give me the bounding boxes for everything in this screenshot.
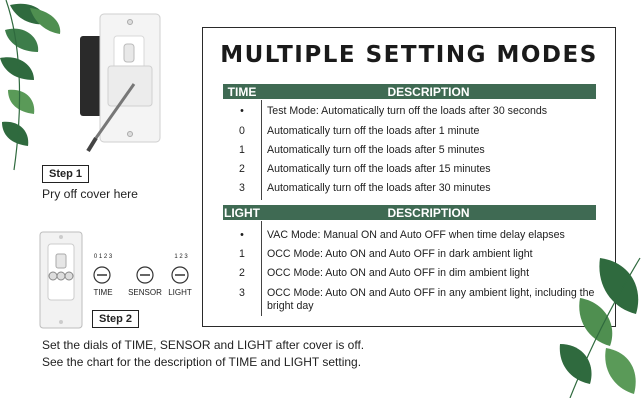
panel-title: MULTIPLE SETTING MODES [220, 42, 598, 68]
footer-line-2: See the chart for the description of TIME and LIGHT setting. [42, 355, 362, 369]
row-desc: Automatically turn off the loads after 5 minutes [267, 144, 485, 156]
light-dial-icon [167, 262, 193, 286]
light-desc-col-header: DESCRIPTION [387, 206, 470, 220]
leaf-decoration-bottom-right [540, 248, 644, 398]
time-table-rows [223, 100, 596, 200]
row-desc: VAC Mode: Manual ON and Auto OFF when time delay elapses [267, 229, 565, 241]
time-col-header: TIME [227, 85, 257, 99]
light-col-header: LIGHT [224, 206, 260, 220]
row-key: 1 [239, 248, 245, 260]
time-dial-icon [89, 262, 115, 286]
switch-dials-illustration [38, 230, 84, 330]
time-desc-col-header: DESCRIPTION [387, 85, 470, 99]
row-desc: Automatically turn off the loads after 30 minutes [267, 182, 491, 194]
footer-line-1: Set the dials of TIME, SENSOR and LIGHT after cover is off. [42, 338, 365, 352]
row-desc: Test Mode: Automatically turn off the loads after 30 seconds [267, 105, 548, 117]
time-dial-ticks: 0 1 2 3 [93, 254, 113, 260]
row-key: 0 [239, 125, 245, 137]
row-desc: OCC Mode: Auto ON and Auto OFF in dark ambient light [267, 248, 533, 260]
row-desc: OCC Mode: Auto ON and Auto OFF in any ambient light, including the bright day [267, 287, 595, 312]
sensor-dial-icon [132, 262, 158, 286]
row-desc: Automatically turn off the loads after 1 minute [267, 125, 480, 137]
step2-badge: Step 2 [92, 310, 139, 328]
row-desc: OCC Mode: Auto ON and Auto OFF in dim ambient light [267, 267, 530, 279]
row-key: 2 [239, 163, 245, 175]
time-table-divider [261, 100, 262, 200]
switch-cover-illustration [78, 6, 188, 156]
row-key: 3 [239, 182, 245, 194]
row-key: • [240, 105, 244, 117]
sensor-dial-label: SENSOR [128, 288, 162, 297]
light-dial-label: LIGHT [168, 288, 192, 297]
light-dial-ticks: 1 2 3 [174, 254, 188, 260]
time-table-header [223, 84, 596, 99]
step1-badge: Step 1 [42, 165, 89, 183]
row-key: • [240, 229, 244, 241]
row-key: 1 [239, 144, 245, 156]
light-table-header [223, 205, 596, 220]
light-table-divider [261, 221, 262, 316]
row-desc: Automatically turn off the loads after 15 minutes [267, 163, 491, 175]
row-key: 2 [239, 267, 245, 279]
leaf-decoration-top-left [0, 0, 80, 175]
row-key: 3 [239, 287, 245, 299]
time-dial-label: TIME [93, 288, 113, 297]
step1-caption: Pry off cover here [42, 187, 138, 201]
